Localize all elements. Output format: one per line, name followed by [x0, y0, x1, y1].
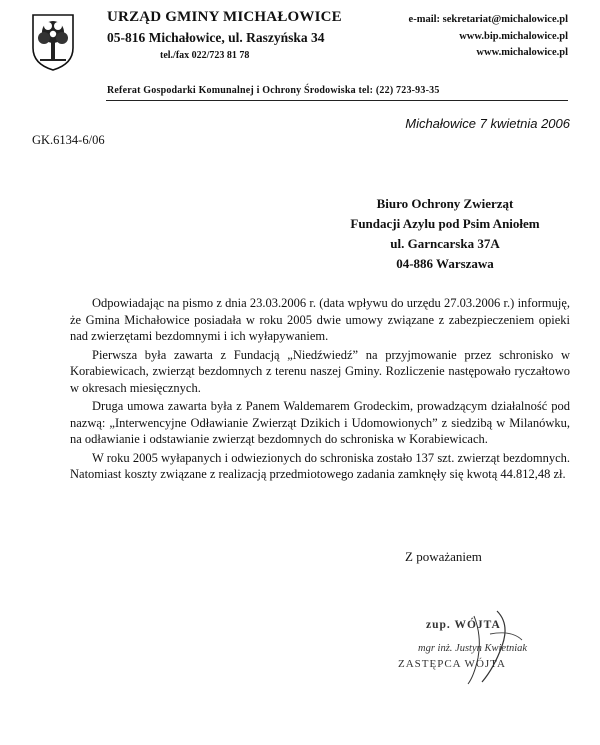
- place-date: Michałowice 7 kwietnia 2006: [405, 116, 570, 131]
- recipient-line: Biuro Ochrony Zwierząt: [376, 196, 514, 211]
- stamp-deputy-line: zup. WÓJTA: [426, 619, 501, 631]
- stamp-signer-role: ZASTĘPCA WÓJTA: [398, 658, 506, 670]
- body-paragraph: Druga umowa zawarta była z Panem Waldemarem Grodeckim, prowadzącym działalność pod nazwą: „Interwencyjne Odławianie Zwierząt Dzikich i Udomowionych” z siedzibą w Milanówku, na odławianie i odstawianie zwierząt bezdomnych do schroniska w Korabiewicach.: [70, 399, 570, 446]
- department-line: Referat Gospodarki Komunalnej i Ochrony Środowiska tel: (22) 723-93-35: [107, 85, 440, 96]
- stamp-signer-name: mgr inż. Justyn Kwietniak: [418, 643, 528, 654]
- office-phone: tel./fax 022/723 81 78: [160, 50, 250, 61]
- header-divider: [106, 100, 568, 101]
- office-name: URZĄD GMINY MICHAŁOWICE: [107, 9, 342, 25]
- letter-body: [70, 295, 570, 485]
- closing-salutation: Z poważaniem: [405, 549, 482, 564]
- recipient-block: [340, 194, 550, 274]
- reference-number: GK.6134-6/06: [32, 133, 105, 147]
- body-paragraph: Pierwsza była zawarta z Fundacją „Niedźwiedź” na przyjmowanie przez schronisko w Korabiewicach, zwierząt bezdomnych z terenu naszej Gminy. Rozliczenie następowało ryczałtowo w okresach miesięcznych.: [70, 347, 570, 395]
- contact-www-link[interactable]: www.michalowice.pl: [476, 47, 568, 58]
- tree-crest-icon: [30, 12, 76, 72]
- office-address: 05-816 Michałowice, ul. Raszyńska 34: [107, 30, 325, 45]
- body-paragraph: Odpowiadając na pismo z dnia 23.03.2006 r. (data wpływu do urzędu 27.03.2006 r.) informuję, że Gmina Michałowice posiadała w roku 2005 dwie umowy związane z zabezpieczeniem opieki nad zwierzętami bezdomnymi i ich wyłapywaniem.: [70, 296, 570, 343]
- recipient-line: Fundacji Azylu pod Psim Aniołem: [350, 216, 540, 231]
- recipient-line: ul. Garncarska 37A: [390, 236, 500, 251]
- contact-email[interactable]: e-mail: sekretariat@michalowice.pl: [408, 14, 568, 25]
- body-paragraph: W roku 2005 wyłapanych i odwiezionych do schroniska zostało 137 szt. zwierząt bezdomnych. Natomiast koszty związane z realizacją przedmiotowego zadania zamknęły się kwotą 44.812,48 zł.: [70, 450, 570, 481]
- recipient-line: 04-886 Warszawa: [396, 256, 494, 271]
- contact-bip-link[interactable]: www.bip.michalowice.pl: [459, 31, 568, 42]
